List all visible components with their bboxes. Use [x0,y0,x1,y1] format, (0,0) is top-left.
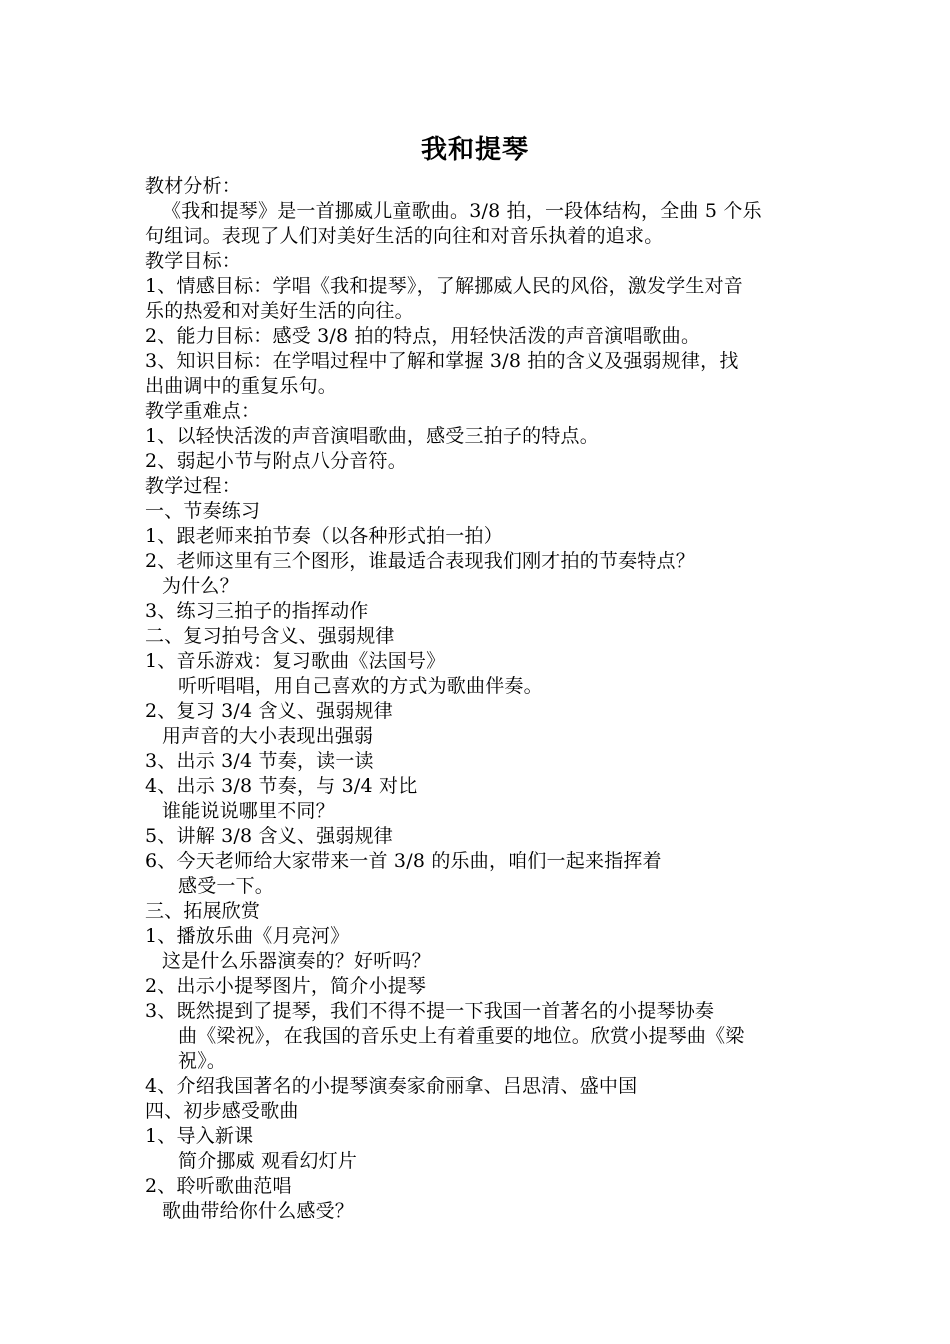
text-line: 1、音乐游戏：复习歌曲《法国号》 [145,650,446,672]
text-line: 教材分析： [145,175,242,197]
text-line: 听听唱唱，用自己喜欢的方式为歌曲伴奏。 [178,675,543,697]
text-line: 1、播放乐曲《月亮河》 [145,925,350,947]
text-line: 出曲调中的重复乐句。 [145,375,338,397]
text-line: 教学过程： [145,475,242,497]
text-line: 一、节奏练习 [145,500,261,522]
text-line: 句组词。表现了人们对美好生活的向往和对音乐执着的追求。 [145,225,664,247]
text-line: 曲《梁祝》，在我国的音乐史上有着重要的地位。欣赏小提琴曲《梁 [178,1025,745,1047]
text-line: 祝》。 [178,1050,227,1072]
text-line: 四、初步感受歌曲 [145,1100,299,1122]
text-line: 2、老师这里有三个图形，谁最适合表现我们刚才拍的节奏特点？ [145,550,695,572]
text-line: 乐的热爱和对美好生活的向往。 [145,300,414,322]
text-line: 4、出示 3/8 节奏，与 3/4 对比 [145,775,418,797]
text-line: 教学目标： [145,250,242,272]
text-line: 3、出示 3/4 节奏，读一读 [145,750,374,772]
text-line: 3、知识目标：在学唱过程中了解和掌握 3/8 拍的含义及强弱规律，找 [145,350,739,372]
text-line: 谁能说说哪里不同？ [162,800,335,822]
text-line: 2、出示小提琴图片，简介小提琴 [145,975,427,997]
text-line: 2、能力目标：感受 3/8 拍的特点，用轻快活泼的声音演唱歌曲。 [145,325,701,347]
text-line: 5、讲解 3/8 含义、强弱规律 [145,825,393,847]
text-line: 3、既然提到了提琴，我们不得不提一下我国一首著名的小提琴协奏 [145,1000,715,1022]
text-line: 6、今天老师给大家带来一首 3/8 的乐曲，咱们一起来指挥着 [145,850,662,872]
text-line: 用声音的大小表现出强弱 [162,725,374,747]
text-line: 1、导入新课 [145,1125,254,1147]
text-line: 感受一下。 [178,875,275,897]
text-line: 《我和提琴》是一首挪威儿童歌曲。3/8 拍，一段体结构，全曲 5 个乐 [162,200,762,222]
text-line: 三、拓展欣赏 [145,900,261,922]
text-line: 2、弱起小节与附点八分音符。 [145,450,407,472]
text-line: 2、聆听歌曲范唱 [145,1175,292,1197]
text-line: 为什么？ [162,575,239,597]
text-line: 简介挪威 观看幻灯片 [178,1150,358,1172]
text-line: 1、以轻快活泼的声音演唱歌曲，感受三拍子的特点。 [145,425,599,447]
text-line: 2、复习 3/4 含义、强弱规律 [145,700,393,722]
text-line: 二、复习拍号含义、强弱规律 [145,625,395,647]
text-line: 1、情感目标：学唱《我和提琴》，了解挪威人民的风俗，激发学生对音 [145,275,743,297]
text-line: 歌曲带给你什么感受？ [162,1200,355,1222]
document-body [145,174,813,1224]
text-line: 1、跟老师来拍节奏（以各种形式拍一拍） [145,525,503,547]
text-line: 4、介绍我国著名的小提琴演奏家俞丽拿、吕思清、盛中国 [145,1075,638,1097]
document-title: 我和提琴 [420,135,529,165]
text-line: 这是什么乐器演奏的？好听吗？ [162,950,431,972]
text-line: 教学重难点： [145,400,261,422]
text-line: 3、练习三拍子的指挥动作 [145,600,369,622]
